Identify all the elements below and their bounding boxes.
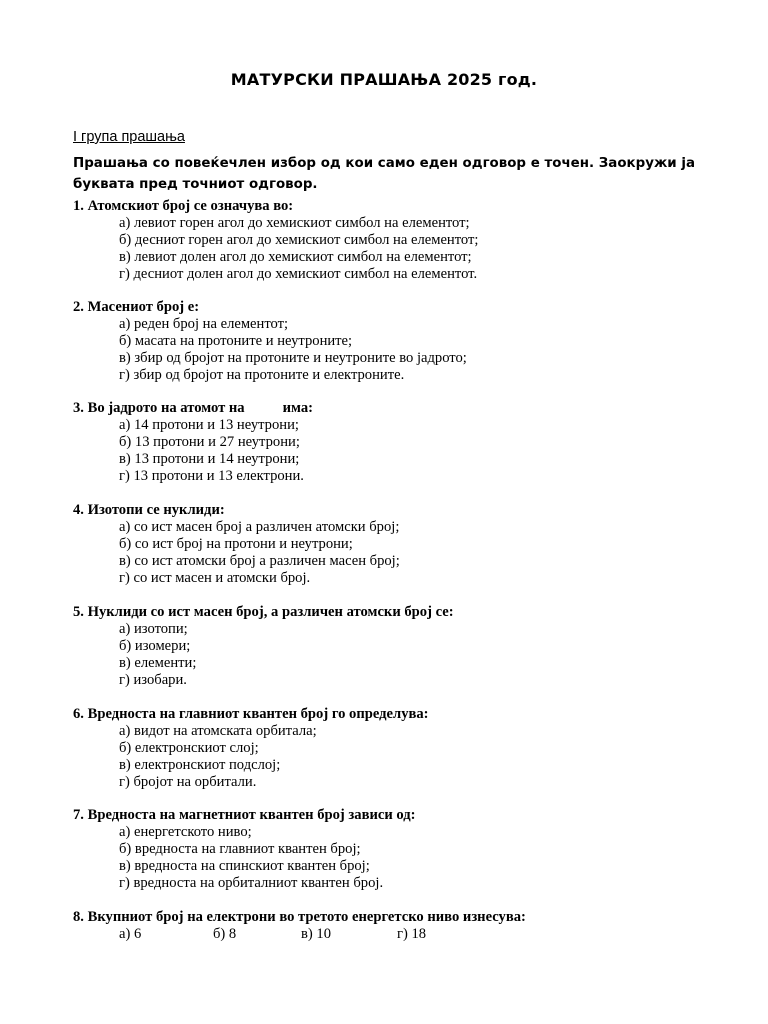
question-5 [73, 604, 713, 689]
option-g: г) десниот долен агол до хемискиот симбол на елементот. [119, 266, 478, 282]
option-v: в) 13 протони и 14 неутрони; [119, 451, 300, 467]
question-3 [73, 400, 713, 485]
option-v: в) вредноста на спинскиот квантен број; [119, 858, 370, 874]
page-title: МАТУРСКИ ПРАШАЊА 2025 год. [230, 70, 538, 89]
option-g: г) збир од бројот на протоните и електроните. [119, 367, 405, 383]
question-8 [73, 909, 713, 943]
question-text: 6. Вредноста на главниот квантен број го определува: [73, 706, 429, 722]
option-b: б) вредноста на главниот квантен број; [119, 841, 361, 857]
question-text: 1. Атомскиот број се означува во: [73, 198, 294, 214]
option-a: а) 14 протони и 13 неутрони; [119, 417, 299, 433]
inline-options [73, 926, 713, 943]
option-v: в) левиот долен агол до хемискиот симбол на елементот; [119, 249, 472, 265]
option-b: б) десниот горен агол до хемискиот симбол на елементот; [119, 232, 479, 248]
option-b: б) 8 [213, 926, 237, 942]
question-text: 8. Вкупниот број на електрони во третото енергетско ниво изнесува: [73, 909, 526, 925]
option-g: г) со ист масен и атомски број. [119, 570, 311, 586]
option-b: б) со ист број на протони и неутрони; [119, 536, 353, 552]
option-g: г) вредноста на орбиталниот квантен број. [119, 875, 384, 891]
option-a: а) реден број на елементот; [119, 316, 289, 332]
option-v: в) електронскиот подслој; [119, 757, 281, 773]
question-1 [73, 198, 713, 283]
question-text: 4. Изотопи се нуклиди: [73, 502, 225, 518]
option-a: а) видот на атомската орбитала; [119, 723, 317, 739]
question-2 [73, 299, 713, 384]
question-6 [73, 706, 713, 791]
option-b: б) електронскиот слој; [119, 740, 259, 756]
question-text [73, 400, 713, 417]
instructions: Прашања со повеќечлен избор од кои само еден одговор е точен. Заокружи ја буквата пред точниот одговор. [73, 156, 695, 192]
question-text: 5. Нуклиди со ист масен број, а различен атомски број се: [73, 604, 454, 620]
option-b: б) изомери; [119, 638, 191, 654]
option-v: в) елементи; [119, 655, 197, 671]
option-g: г) изобари. [119, 672, 187, 688]
question-text-after: има: [282, 400, 314, 416]
option-a: а) енергетското ниво; [119, 824, 252, 840]
question-text: 2. Масениот број е: [73, 299, 200, 315]
option-a: а) 6 [119, 926, 142, 942]
option-g: г) бројот на орбитали. [119, 774, 257, 790]
option-a: а) левиот горен агол до хемискиот симбол на елементот; [119, 215, 470, 231]
question-text-before: 3. Во јадрото на атомот на [73, 400, 245, 416]
option-v: в) 10 [301, 926, 331, 942]
option-b: б) масата на протоните и неутроните; [119, 333, 353, 349]
option-v: в) со ист атомски број а различен масен број; [119, 553, 400, 569]
option-a: а) изотопи; [119, 621, 188, 637]
option-v: в) збир од бројот на протоните и неутроните во јадрото; [119, 350, 467, 366]
option-g: г) 18 [397, 926, 427, 942]
question-text: 7. Вредноста на магнетниот квантен број зависи од: [73, 807, 416, 823]
option-g: г) 13 протони и 13 електрони. [119, 468, 304, 484]
option-a: а) со ист масен број а различен атомски број; [119, 519, 400, 535]
question-7 [73, 807, 713, 892]
group-label: I група прашања [73, 129, 185, 145]
question-4 [73, 502, 713, 587]
option-b: б) 13 протони и 27 неутрони; [119, 434, 300, 450]
